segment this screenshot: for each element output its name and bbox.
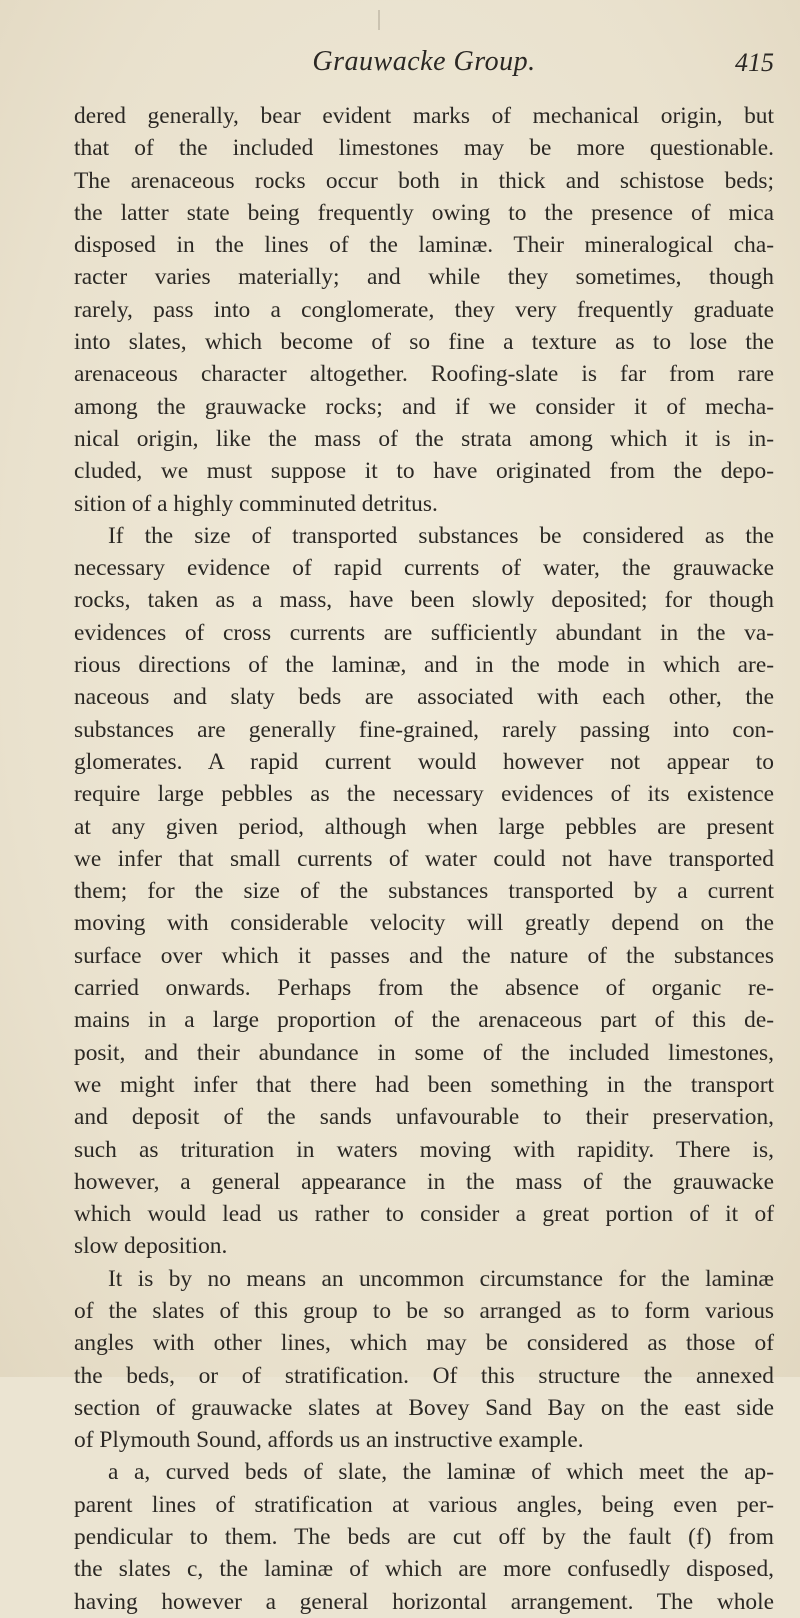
- text-line: require large pebbles as the necessary evidences of its existence: [74, 781, 774, 808]
- text-line: racter varies materially; and while they sometimes, though: [74, 264, 774, 291]
- text-line: slow deposition.: [74, 1233, 228, 1260]
- text-line: such as trituration in waters moving with rapidity. There is,: [74, 1136, 774, 1163]
- text-line: rocks, taken as a mass, have been slowly deposited; for though: [74, 587, 774, 614]
- text-line: sition of a highly comminuted detritus.: [74, 490, 438, 517]
- text-line: the slates c, the laminæ of which are more confusedly disposed,: [74, 1556, 774, 1583]
- text-line: parent lines of stratification at various angles, being even per-: [74, 1491, 774, 1518]
- page-number: 415: [735, 48, 774, 77]
- text-line: nical origin, like the mass of the strata among which it is in-: [74, 425, 774, 452]
- text-line: mains in a large proportion of the arenaceous part of this de-: [74, 1007, 774, 1034]
- text-line: however, a general appearance in the mass of the grauwacke: [74, 1168, 774, 1195]
- text-line: the latter state being frequently owing to the presence of mica: [74, 199, 774, 226]
- text-line: among the grauwacke rocks; and if we consider it of mecha-: [74, 393, 774, 420]
- text-line: the beds, or of stratification. Of this structure the annexed: [74, 1362, 774, 1389]
- text-line: them; for the size of the substances transported by a current: [74, 878, 774, 905]
- text-line: moving with considerable velocity will greatly depend on the: [74, 910, 774, 937]
- text-line: disposed in the lines of the laminæ. Their mineralogical cha-: [74, 232, 774, 259]
- text-line: necessary evidence of rapid currents of water, the grauwacke: [74, 555, 774, 582]
- text-line: The arenaceous rocks occur both in thick and schistose beds;: [74, 167, 774, 194]
- text-line: a a, curved beds of slate, the laminæ of which meet the ap-: [108, 1459, 774, 1486]
- paragraph-1: [74, 100, 774, 520]
- text-line: and deposit of the sands unfavourable to their preservation,: [74, 1104, 774, 1131]
- paragraph-3: [74, 1263, 774, 1457]
- body-text: [74, 100, 774, 1618]
- text-line: It is by no means an uncommon circumstance for the laminæ: [108, 1265, 774, 1292]
- running-title: Grauwacke Group.: [312, 46, 536, 77]
- text-line: at any given period, although when large pebbles are present: [74, 813, 774, 840]
- text-line: of Plymouth Sound, affords us an instructive example.: [74, 1427, 584, 1454]
- paper-mark: [378, 10, 380, 30]
- text-line: that of the included limestones may be more questionable.: [74, 135, 774, 162]
- text-line: which would lead us rather to consider a great portion of it of: [74, 1201, 774, 1228]
- text-line: posit, and their abundance in some of the included limestones,: [74, 1039, 774, 1066]
- text-line: having however a general horizontal arrangement. The whole: [74, 1588, 774, 1615]
- paragraph-4: [74, 1456, 774, 1617]
- text-line: section of grauwacke slates at Bovey Sand Bay on the east side: [74, 1394, 774, 1421]
- text-line: angles with other lines, which may be considered as those of: [74, 1330, 774, 1357]
- text-line: we infer that small currents of water could not have transported: [74, 845, 774, 872]
- text-line: of the slates of this group to be so arranged as to form various: [74, 1297, 774, 1324]
- text-line: substances are generally fine-grained, rarely passing into con-: [74, 716, 774, 743]
- text-line: glomerates. A rapid current would however not appear to: [74, 748, 774, 775]
- text-line: naceous and slaty beds are associated with each other, the: [74, 684, 774, 711]
- paragraph-2: [74, 520, 774, 1263]
- text-line: pendicular to them. The beds are cut off by the fault (f) from: [74, 1524, 774, 1551]
- text-line: evidences of cross currents are sufficiently abundant in the va-: [74, 619, 774, 646]
- text-line: cluded, we must suppose it to have originated from the depo-: [74, 458, 774, 485]
- text-line: If the size of transported substances be considered as the: [108, 522, 774, 549]
- page-header: [74, 46, 774, 82]
- text-line: rious directions of the laminæ, and in the mode in which are-: [74, 652, 774, 679]
- text-line: surface over which it passes and the nature of the substances: [74, 942, 774, 969]
- text-line: we might infer that there had been something in the transport: [74, 1071, 774, 1098]
- text-line: arenaceous character altogether. Roofing-slate is far from rare: [74, 361, 774, 388]
- text-line: dered generally, bear evident marks of mechanical origin, but: [74, 103, 774, 129]
- text-line: rarely, pass into a conglomerate, they very frequently graduate: [74, 296, 774, 323]
- text-line: carried onwards. Perhaps from the absence of organic re-: [74, 975, 774, 1002]
- text-line: into slates, which become of so fine a texture as to lose the: [74, 329, 774, 356]
